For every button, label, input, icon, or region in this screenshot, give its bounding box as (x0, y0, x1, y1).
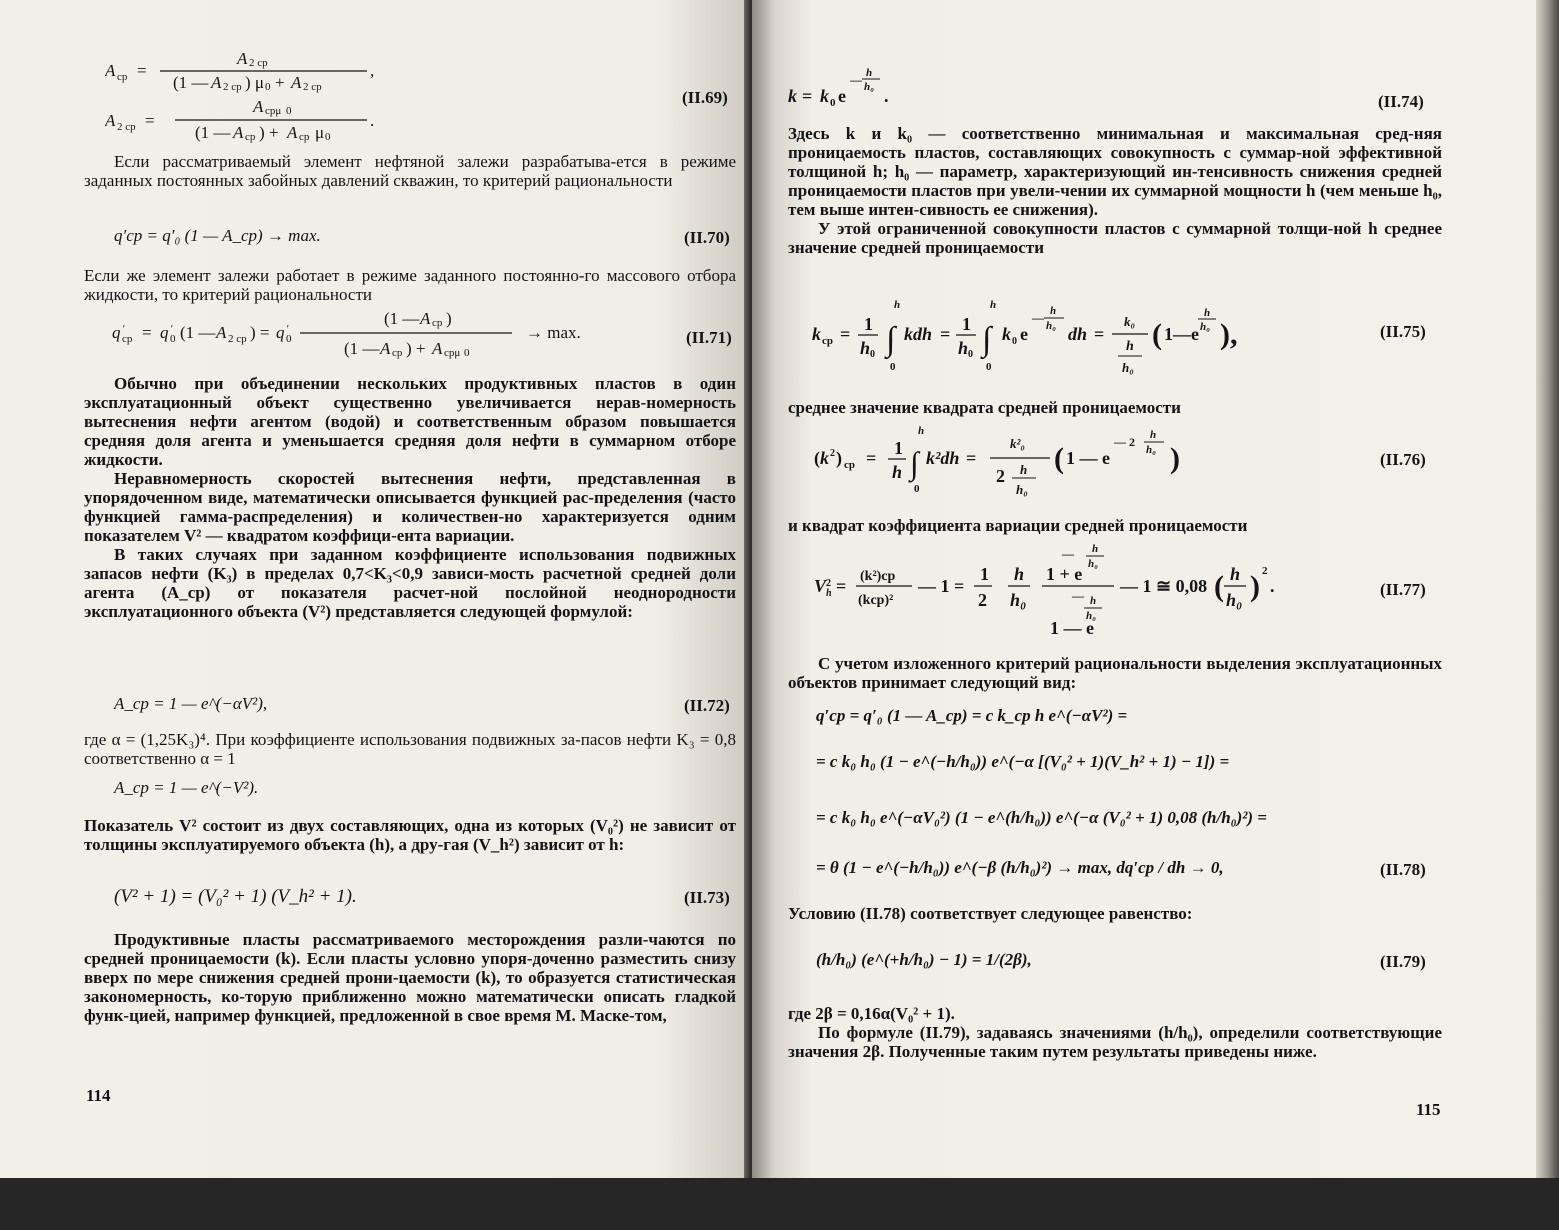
svg-text:): ) (1170, 442, 1180, 475)
svg-text:(: ( (1054, 442, 1064, 475)
svg-text:e: e (1020, 324, 1028, 344)
svg-text:1 — e: 1 — e (1050, 618, 1094, 638)
svg-text:—: — (850, 73, 862, 87)
svg-text:ср: ср (432, 317, 443, 329)
equation-number-ii76: (II.76) (1380, 450, 1426, 469)
svg-text:(1 —: (1 — (384, 309, 420, 328)
equation-ii73: (V² + 1) = (V₀² + 1) (V_h² + 1). (114, 886, 357, 907)
svg-text:q: q (160, 323, 169, 342)
svg-text:ср: ср (822, 335, 833, 347)
svg-text:A: A (287, 123, 298, 142)
svg-text:): ) (446, 309, 452, 328)
svg-text:1: 1 (864, 314, 873, 334)
svg-text:∫: ∫ (910, 445, 919, 481)
svg-text:0: 0 (286, 333, 292, 345)
svg-text:),: ), (1220, 318, 1238, 351)
paragraph (788, 124, 1442, 257)
svg-text:2 ср: 2 ср (117, 121, 136, 133)
svg-text:h: h (1150, 429, 1157, 441)
svg-text:(k²)ср: (k²)ср (860, 569, 896, 584)
equation-ii78-line4: = θ (1 − e^(−h/h₀)) e^(−β (h/h₀)²) → max, dq′ср / dh → 0, (816, 858, 1224, 877)
svg-text:=: = (866, 448, 877, 468)
svg-text:h₀: h₀ (1046, 320, 1056, 332)
svg-text:) +: ) + (259, 123, 279, 142)
svg-text:ср: ср (245, 131, 256, 143)
svg-text:A: A (105, 61, 116, 80)
svg-text:h: h (1020, 462, 1028, 477)
svg-text:A: A (380, 339, 391, 358)
svg-text:(: ( (814, 448, 820, 468)
equation-ii79: (h/h₀) (e^(+h/h₀) − 1) = 1/(2β), (816, 950, 1032, 969)
svg-text:k²₀: k²₀ (1010, 436, 1025, 451)
svg-text:0: 0 (325, 131, 331, 143)
svg-text:ср: ср (844, 459, 855, 471)
svg-text:=: = (836, 576, 847, 596)
paragraph-text: Здесь k и k₀ — соответственно минимальная и максимальная сред-няя проницаемость пластов, составляющих совокупность с суммар-ной эффективной толщиной h; h₀ — параметр, характеризующий ин-тенсивность снижения средней проницаемости пластов при увели-чении их суммарной мощности h (чем меньше h₀, тем выше интен-сивность ее снижения). (788, 124, 1442, 219)
svg-text:срμ: срμ (265, 105, 282, 117)
svg-text:(: ( (1214, 570, 1224, 603)
paragraph-text: Продуктивные пласты рассматриваемого месторождения разли-чаются по средней проницаемости (k). Если пласты условно упоря-доченно разместить снизу вверх по мере снижения средней прони-цаемости (k), то образуется статистическая закономерность, ко-торую приближенно можно математически описать гладкой функ-цией, например функцией, предложенной в свое время М. Маске-том, (84, 930, 736, 1025)
svg-text:h: h (866, 67, 873, 79)
equation-number-ii75: (II.75) (1380, 322, 1426, 341)
svg-text:=: = (802, 86, 813, 106)
svg-text:2: 2 (996, 466, 1005, 486)
equation-ii69 (105, 42, 405, 146)
svg-text:ср: ср (299, 131, 310, 143)
svg-text:.: . (884, 86, 889, 106)
paragraph-text: Показатель V² состоит из двух составляющих, одна из которых (V₀²) не зависит от толщины эксплуатируемого объекта (h), а дру-гая (V_h²) зависит от h: (84, 816, 736, 854)
paragraph (788, 654, 1442, 692)
svg-text:.: . (370, 111, 375, 130)
svg-text:h₀: h₀ (1122, 360, 1134, 375)
svg-text:0: 0 (170, 333, 176, 345)
svg-text:2 ср: 2 ср (223, 81, 242, 93)
svg-text:kdh: kdh (904, 324, 933, 344)
svg-text:0: 0 (830, 97, 836, 109)
equation-ii72: A_ср = 1 — e^(−αV²), (114, 694, 268, 713)
svg-text:+: + (275, 73, 285, 92)
svg-text:(1 —: (1 — (344, 339, 380, 358)
svg-text:2: 2 (978, 590, 987, 610)
svg-text:A: A (216, 323, 227, 342)
book-page-edge (1536, 0, 1559, 1178)
equation-ii75 (812, 298, 1372, 384)
svg-text:0: 0 (464, 347, 470, 359)
equation-number-ii70: (II.70) (684, 228, 730, 247)
equation-number-ii69: (II.69) (682, 88, 728, 107)
svg-text:2: 2 (830, 448, 835, 459)
paragraph (84, 930, 736, 1025)
svg-text:h₀: h₀ (1010, 590, 1027, 610)
paragraph-text: где α = (1,25K₃)⁴. При коэффициенте использования подвижных за-пасов нефти K₃ = 0,8 соответственно α = 1 (84, 730, 736, 768)
equation-ii70: q′ср = q′₀ (1 — A_ср) → max. (114, 226, 321, 245)
svg-text:h₀: h₀ (1086, 610, 1096, 622)
svg-text:=: = (840, 324, 851, 344)
paragraph (84, 730, 736, 768)
svg-text:=: = (145, 111, 155, 130)
svg-text:) =: ) = (250, 323, 270, 342)
svg-text:0: 0 (265, 81, 271, 93)
svg-text:A: A (432, 339, 443, 358)
svg-text:0: 0 (286, 105, 292, 117)
svg-text:— 1 ≅ 0,08: — 1 ≅ 0,08 (1120, 576, 1208, 596)
svg-text:k: k (788, 86, 797, 106)
svg-text:k₀: k₀ (1124, 314, 1136, 329)
svg-text:k: k (820, 86, 829, 106)
svg-text:h₀: h₀ (1016, 482, 1028, 497)
svg-text:h: h (1092, 543, 1099, 555)
svg-text:1: 1 (980, 564, 989, 584)
svg-text:1—e: 1—e (1164, 324, 1199, 344)
svg-text:h: h (1090, 595, 1097, 607)
svg-text:′: ′ (122, 323, 125, 335)
paragraph (788, 516, 1442, 535)
svg-text:0: 0 (890, 361, 896, 373)
svg-text:): ) (1250, 570, 1260, 603)
svg-text:0: 0 (986, 361, 992, 373)
svg-text:1: 1 (962, 314, 971, 334)
paragraph-text: и квадрат коэффициента вариации средней проницаемости (788, 516, 1248, 535)
svg-text:V: V (814, 576, 827, 596)
svg-text:(: ( (1152, 318, 1162, 351)
paragraph-text: С учетом изложенного критерий рациональности выделения эксплуатационных объектов принимает следующий вид: (788, 654, 1442, 692)
svg-text:h₀: h₀ (1146, 444, 1156, 456)
left-page (0, 0, 748, 1178)
svg-text:) +: ) + (406, 339, 426, 358)
paragraph (84, 816, 736, 854)
svg-text:h₀: h₀ (1226, 590, 1243, 610)
equation-ii71 (112, 304, 612, 364)
svg-text:h: h (918, 425, 925, 437)
svg-text:— 2: — 2 (1114, 435, 1135, 449)
svg-text:h₀: h₀ (1088, 558, 1098, 570)
paragraph-text: Неравномерность скоростей вытеснения нефти, представленная в упорядоченном виде, математически описывается функцией рас-пределения (часто функцией гамма-распределения) и количествен-но характеризуется одним показателем V² — квадратом коэффици-ента вариации. (84, 469, 736, 545)
scanner-background (0, 1178, 1559, 1230)
svg-text:q: q (112, 323, 121, 342)
paragraph-text: Условию (II.78) соответствует следующее равенство: (788, 904, 1193, 923)
svg-text:∫: ∫ (982, 321, 992, 358)
paragraph (84, 374, 736, 621)
svg-text:) μ: ) μ (245, 73, 265, 92)
svg-text:(1 —: (1 — (180, 323, 216, 342)
svg-text:k: k (1002, 324, 1011, 344)
paragraph (84, 266, 736, 304)
equation-ii78-line1: q′ср = q′₀ (1 — A_ср) = c k_ср h e^(−αV²) = (816, 706, 1128, 725)
paragraph (84, 152, 736, 190)
paragraph (788, 398, 1442, 417)
svg-text:—: — (1072, 589, 1084, 603)
svg-text:0: 0 (1012, 336, 1017, 347)
equation-number-ii74: (II.74) (1378, 92, 1424, 111)
svg-text:2 ср: 2 ср (249, 57, 268, 69)
right-page (752, 0, 1539, 1178)
svg-text:,: , (370, 61, 375, 80)
svg-text:h₀: h₀ (864, 81, 874, 93)
equation-ii77 (814, 538, 1394, 642)
svg-text:e: e (838, 86, 846, 106)
svg-text:h: h (990, 299, 997, 311)
svg-text:h: h (1126, 339, 1134, 354)
svg-text:0: 0 (870, 349, 875, 360)
svg-text:.: . (1270, 576, 1275, 596)
equation-number-ii72: (II.72) (684, 696, 730, 715)
svg-text:h: h (892, 462, 903, 482)
svg-text:1 + e: 1 + e (1046, 564, 1083, 584)
svg-text:→ max.: → max. (526, 323, 581, 342)
svg-text:h: h (1230, 564, 1241, 584)
svg-text:A: A (211, 73, 222, 92)
paragraph-text: По формуле (II.79), задаваясь значениями (h/h₀), определили соответствующие значения 2β. Полученные таким путем результаты приведены ниже. (788, 1023, 1442, 1061)
svg-text:A: A (253, 97, 264, 116)
svg-text:(1 —: (1 — (173, 73, 209, 92)
paragraph-text: Обычно при объединении нескольких продуктивных пластов в один эксплуатационный объект существенно увеличивается нерав-номерность вытеснения нефти агентом (водой) и соответственным образом повышается средняя доля агента и уменьшается средняя доля нефти в суммарном отборе жидкости. (84, 374, 736, 469)
paragraph-text: Если рассматриваемый элемент нефтяной залежи разрабатыва-ется в режиме заданных постоянных забойных давлений скважин, то критерий рациональности (84, 152, 736, 190)
svg-text:q: q (276, 323, 285, 342)
svg-text:=: = (142, 323, 152, 342)
svg-text:2: 2 (826, 578, 831, 589)
svg-text:A: A (233, 123, 244, 142)
svg-text:h: h (1014, 564, 1025, 584)
paragraph-text: где 2β = 0,16α(V₀² + 1). (788, 1004, 955, 1023)
svg-text:k²dh: k²dh (926, 448, 960, 468)
page-number: 115 (1416, 1100, 1441, 1119)
svg-text:dh: dh (1068, 324, 1088, 344)
equation-number-ii71: (II.71) (686, 328, 732, 347)
equation-ii78-line2: = c k₀ h₀ (1 − e^(−h/h₀)) e^(−α [(V₀² + 1)(V_h² + 1) − 1]) = (816, 752, 1230, 771)
svg-text:— 1 =: — 1 = (918, 576, 965, 596)
svg-text:—: — (1032, 311, 1044, 325)
svg-text:h: h (958, 338, 969, 358)
paragraph-text: В таких случаях при заданном коэффициенте использования подвижных запасов нефти (K₃) в пределах 0,7<K₃<0,9 зависи-мость расчетной средней доли агента (A_ср) от показателя расчет-ной послойной неоднородности эксплуатационного объекта (V²) представляется следующей формулой: (84, 545, 736, 621)
svg-text:): ) (836, 448, 842, 468)
svg-text:1: 1 (894, 438, 903, 458)
svg-text:μ: μ (315, 123, 325, 142)
svg-text:=: = (1094, 324, 1105, 344)
svg-text:ср: ср (392, 347, 403, 359)
svg-text:A: A (105, 111, 116, 130)
svg-text:ср: ср (122, 333, 133, 345)
svg-text:2 ср: 2 ср (303, 81, 322, 93)
equation-number-ii73: (II.73) (684, 888, 730, 907)
equation-ii74 (788, 62, 988, 112)
svg-text:∫: ∫ (886, 321, 896, 358)
svg-text:2 ср: 2 ср (228, 333, 247, 345)
svg-text:h: h (826, 588, 832, 599)
svg-text:ср: ср (117, 71, 128, 83)
svg-text:(1 —: (1 — (195, 123, 231, 142)
svg-text:1 — e: 1 — e (1066, 448, 1110, 468)
svg-text:k: k (820, 448, 829, 468)
svg-text:A: A (291, 73, 302, 92)
equation-ii76 (814, 422, 1234, 512)
svg-text:h₀: h₀ (1200, 321, 1210, 333)
svg-text:=: = (966, 448, 977, 468)
paragraph (788, 1004, 1442, 1061)
svg-text:h: h (894, 299, 901, 311)
equation-number-ii79: (II.79) (1380, 952, 1426, 971)
svg-text:=: = (940, 324, 951, 344)
svg-text:h: h (1050, 305, 1057, 317)
svg-text:0: 0 (968, 349, 973, 360)
svg-text:h: h (860, 338, 871, 358)
svg-text:2: 2 (1262, 565, 1268, 577)
paragraph-text: Если же элемент залежи работает в режиме заданного постоянно-го массового отбора жидкости, то критерий рациональности (84, 266, 736, 304)
equation-number-ii78: (II.78) (1380, 860, 1426, 879)
svg-text:′: ′ (170, 323, 173, 335)
svg-text:h: h (1204, 307, 1211, 319)
equation-unnumbered: A_ср = 1 — e^(−V²). (114, 778, 259, 797)
svg-text:k: k (812, 324, 821, 344)
svg-text:—: — (1062, 547, 1074, 561)
svg-text:0: 0 (914, 483, 920, 495)
paragraph-text: У этой ограниченной совокупности пластов с суммарной толщи-ной h среднее значение средней проницаемости (788, 219, 1442, 257)
equation-number-ii77: (II.77) (1380, 580, 1426, 599)
svg-text:′: ′ (286, 323, 289, 335)
svg-text:(kср)²: (kср)² (858, 593, 894, 608)
svg-text:срμ: срμ (444, 347, 461, 359)
svg-text:A: A (237, 49, 248, 68)
page-number: 114 (86, 1086, 111, 1105)
svg-text:A: A (420, 309, 431, 328)
paragraph (788, 904, 1442, 923)
svg-text:=: = (137, 61, 147, 80)
equation-ii78-line3: = c k₀ h₀ e^(−αV₀²) (1 − e^(h/h₀)) e^(−α (V₀² + 1) 0,08 (h/h₀)²) = (816, 808, 1267, 827)
paragraph-text: среднее значение квадрата средней проницаемости (788, 398, 1181, 417)
